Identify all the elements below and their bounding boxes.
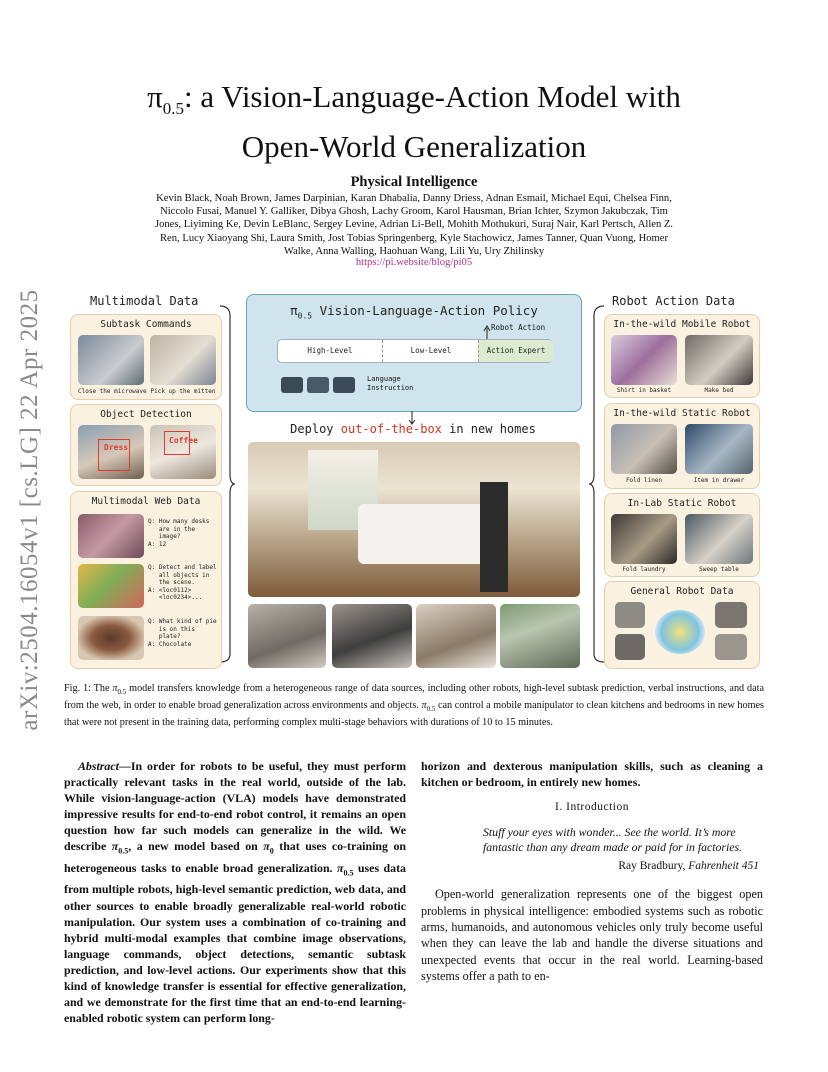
caption-mitten: Pick up the mitten bbox=[150, 388, 216, 395]
abstract-text-1: —In order for robots to be useful, they must perform practically relevant tasks in the real world, outside of the lab. While vision-language-action (VLA) models have demonstrated impressive results for end-to-end robot control, it remains an open question how far such models can generalize in the wild. We describe bbox=[64, 759, 406, 854]
static-robot-panel bbox=[604, 403, 760, 489]
deploy-heading bbox=[246, 422, 580, 436]
abstract-continuation: horizon and dexterous manipulation skills, such as cleaning a kitchen or bedroom, in entirely new homes. bbox=[421, 759, 763, 790]
segment-low-level: Low-Level bbox=[382, 340, 479, 362]
abstract-pi-sub-2: 0.5 bbox=[343, 868, 354, 878]
input-image-frames bbox=[281, 371, 361, 399]
title-line2: Open-World Generalization bbox=[241, 129, 587, 165]
photo-fold-laundry bbox=[611, 514, 677, 564]
segment-action-expert: Action Expert bbox=[478, 340, 553, 362]
web-data-title: Multimodal Web Data bbox=[91, 496, 201, 507]
title-pi-symbol: π bbox=[147, 79, 163, 114]
photo-make-bed bbox=[685, 335, 753, 385]
photo-general-4 bbox=[715, 634, 747, 660]
abstract-text-2: , a new model based on bbox=[128, 839, 264, 854]
thumb-kitchen-2 bbox=[332, 604, 412, 668]
abstract-pi-1: π bbox=[111, 839, 119, 854]
caption-pi-sub-1: 0.5 bbox=[117, 688, 127, 697]
left-heading: Multimodal Data bbox=[90, 294, 199, 308]
caption-sweep-table: Sweep table bbox=[699, 566, 739, 573]
photo-fold-linen bbox=[611, 424, 677, 474]
photo-bedroom-main bbox=[248, 442, 580, 597]
caption-item-drawer: Item in drawer bbox=[693, 477, 745, 484]
qa-desks: Q: How many desks are in the image? A: 12 bbox=[148, 518, 210, 548]
photo-dress bbox=[78, 425, 144, 479]
thumb-kitchen-1 bbox=[248, 604, 326, 668]
caption-part3: can control a mobile manipulator to clean kitchens and bedrooms in new homes that were not present in the training data, performing complex multi-stage behaviors with durations of 10 to 15 minutes. bbox=[64, 700, 764, 729]
photo-scene bbox=[78, 564, 144, 608]
deploy-highlight: out-of-the-box bbox=[340, 422, 442, 436]
caption-fold-laundry: Fold laundry bbox=[622, 566, 666, 573]
photo-mitten bbox=[150, 335, 216, 385]
policy-pi-subscript: 0.5 bbox=[297, 311, 313, 321]
abstract-pi0-sub: 0 bbox=[269, 846, 274, 856]
general-robot-title: General Robot Data bbox=[630, 586, 734, 597]
abstract-pi-sub-1: 0.5 bbox=[118, 846, 129, 856]
epigraph-source: Fahrenheit 451 bbox=[688, 860, 759, 873]
photo-general-3 bbox=[715, 602, 747, 628]
section-heading-introduction: I. Introduction bbox=[555, 801, 629, 814]
abstract-pi-2: π bbox=[336, 860, 344, 875]
policy-model-bar bbox=[277, 339, 553, 363]
photo-general-center bbox=[655, 610, 705, 654]
deploy-prefix: Deploy bbox=[290, 422, 341, 436]
right-heading: Robot Action Data bbox=[612, 294, 735, 308]
affiliation: Physical Intelligence bbox=[350, 174, 478, 190]
epigraph-author: Ray Bradbury, bbox=[618, 860, 689, 873]
segment-high-level: High-Level bbox=[307, 346, 353, 355]
abstract-text-4: uses data from multiple robots, high-level semantic prediction, web data, and other sources to enable broadly generalizable real-world robotic manipulation. Our system uses a combination of co-training and hybrid multi-modal examples that combine image observations, language commands, object detections, semantic subtask prediction, and low-level actions. Our experiments show that this kind of knowledge transfer is essential for effective generalization, and we demonstrate for the first time that an end-to-end learning-enabled robotic system can perform long- bbox=[64, 860, 406, 1026]
project-link[interactable]: https://pi.website/blog/pi05 bbox=[355, 257, 473, 268]
abstract-pi0: π bbox=[263, 839, 270, 854]
object-detection-panel bbox=[70, 404, 222, 486]
figure-caption bbox=[64, 682, 764, 729]
caption-part2: model transfers knowledge from a heterogeneous range of data sources, including other robots, high-level subtask prediction, verbal instructions, and data from the web, in order to enable broad generalization across environments and objects. bbox=[64, 683, 764, 712]
arxiv-stamp bbox=[10, 289, 50, 731]
caption-part1: Fig. 1: The bbox=[64, 683, 113, 694]
label-dress: Dress bbox=[104, 443, 129, 452]
policy-title bbox=[247, 303, 581, 321]
paper-title bbox=[60, 78, 768, 166]
photo-item-drawer bbox=[685, 424, 753, 474]
caption-make-bed: Make bed bbox=[704, 387, 734, 394]
policy-pi-symbol: π bbox=[290, 303, 298, 318]
caption-pi-2: π bbox=[421, 700, 427, 712]
mobile-robot-panel bbox=[604, 314, 760, 398]
photo-shirt-basket bbox=[611, 335, 677, 385]
thumb-bedroom bbox=[416, 604, 496, 668]
right-column bbox=[421, 758, 763, 984]
policy-box bbox=[246, 294, 582, 412]
label-coffee: Coffee bbox=[169, 436, 198, 445]
lab-robot-panel bbox=[604, 493, 760, 577]
title-pi-subscript: 0.5 bbox=[162, 99, 184, 119]
photo-microwave bbox=[78, 335, 144, 385]
robot bbox=[480, 482, 508, 592]
language-instruction-label: Language Instruction bbox=[367, 375, 414, 392]
subtask-panel bbox=[70, 314, 222, 400]
deploy-suffix: in new homes bbox=[441, 422, 536, 436]
figure-1 bbox=[64, 290, 764, 675]
photo-sweep-table bbox=[685, 514, 753, 564]
mobile-robot-title: In-the-wild Mobile Robot bbox=[613, 319, 751, 330]
author-list: Kevin Black, Noah Brown, James Darpinian, Karan Dhabalia, Danny Driess, Adnan Esmail, Michael Equi, Chelsea Finn, Niccolo Fusai, Manuel Y. Galliker, Dibya Ghosh, Lachy Groom, Karol Hausman, Brian Ichter, Szymon Jakubczak, Tim Jones, Liyiming Ke, Devin LeBlanc, Sergey Levine, Adrian Li-Bell, Mohith Mothukuri, Suraj Nair, Karl Pertsch, Allen Z. Ren, Lucy Xiaoyang Shi, Laura Smith, Jost Tobias Springenberg, Kyle Stachowicz, James Tanner, Quan Vuong, Homer Walke, Anna Walling, Haohuan Wang, Lili Yu, Ury Zhilinsky bbox=[154, 193, 674, 257]
static-robot-title: In-the-wild Static Robot bbox=[613, 408, 751, 419]
photo-general-1 bbox=[615, 602, 645, 628]
caption-pi-1: π bbox=[112, 683, 118, 694]
subtask-title: Subtask Commands bbox=[100, 319, 192, 330]
object-detection-title: Object Detection bbox=[100, 409, 192, 420]
abstract-text-3: that uses co-training on heterogeneous tasks to enable broad generalization. bbox=[64, 839, 407, 875]
abstract-label: Abstract bbox=[78, 759, 119, 773]
photo-general-2 bbox=[615, 634, 645, 660]
photo-coffee bbox=[150, 425, 216, 479]
frame-1 bbox=[281, 377, 303, 393]
photo-pie bbox=[78, 616, 144, 660]
thumb-kitchen-3 bbox=[500, 604, 580, 668]
frame-2 bbox=[307, 377, 329, 393]
photo-desks bbox=[78, 514, 144, 558]
frame-3 bbox=[333, 377, 355, 393]
caption-fold-linen: Fold linen bbox=[625, 477, 663, 484]
lab-robot-title: In-Lab Static Robot bbox=[627, 498, 737, 509]
web-data-panel bbox=[70, 491, 222, 669]
epigraph-quote: Stuff your eyes with wonder... See the world. It’s more fantastic than any dream made or paid for in factories. bbox=[483, 825, 743, 855]
qa-detect: Q: Detect and label all objects in the scene. A: <loc0112> <loc0234>... bbox=[148, 564, 217, 602]
qa-pie: Q: What kind of pie is on this plate? A: Chocolate bbox=[148, 618, 217, 648]
arxiv-stamp-text: arXiv:2504.16054v1 [cs.LG] 22 Apr 2025 bbox=[16, 289, 43, 731]
policy-title-text: Vision-Language-Action Policy bbox=[312, 303, 538, 318]
caption-shirt-basket: Shirt in basket bbox=[616, 387, 672, 394]
intro-paragraph: Open-world generalization represents one of the biggest open problems in physical intelligence: embodied systems such as robotic arms, humanoids, and autonomous vehicles only truly become useful when they can leave the lab and handle the diverse situations and unexpected events that occur in the real world. Learning-based systems offer a path to en- bbox=[421, 887, 763, 983]
caption-pi-sub-2: 0.5 bbox=[426, 705, 436, 714]
general-robot-panel bbox=[604, 581, 760, 669]
title-line1: : a Vision-Language-Action Model with bbox=[183, 79, 681, 114]
caption-microwave: Close the microwave bbox=[78, 388, 147, 395]
robot-action-label: Robot Action bbox=[491, 323, 546, 332]
abstract bbox=[64, 758, 406, 1026]
epigraph-attribution bbox=[421, 858, 763, 874]
